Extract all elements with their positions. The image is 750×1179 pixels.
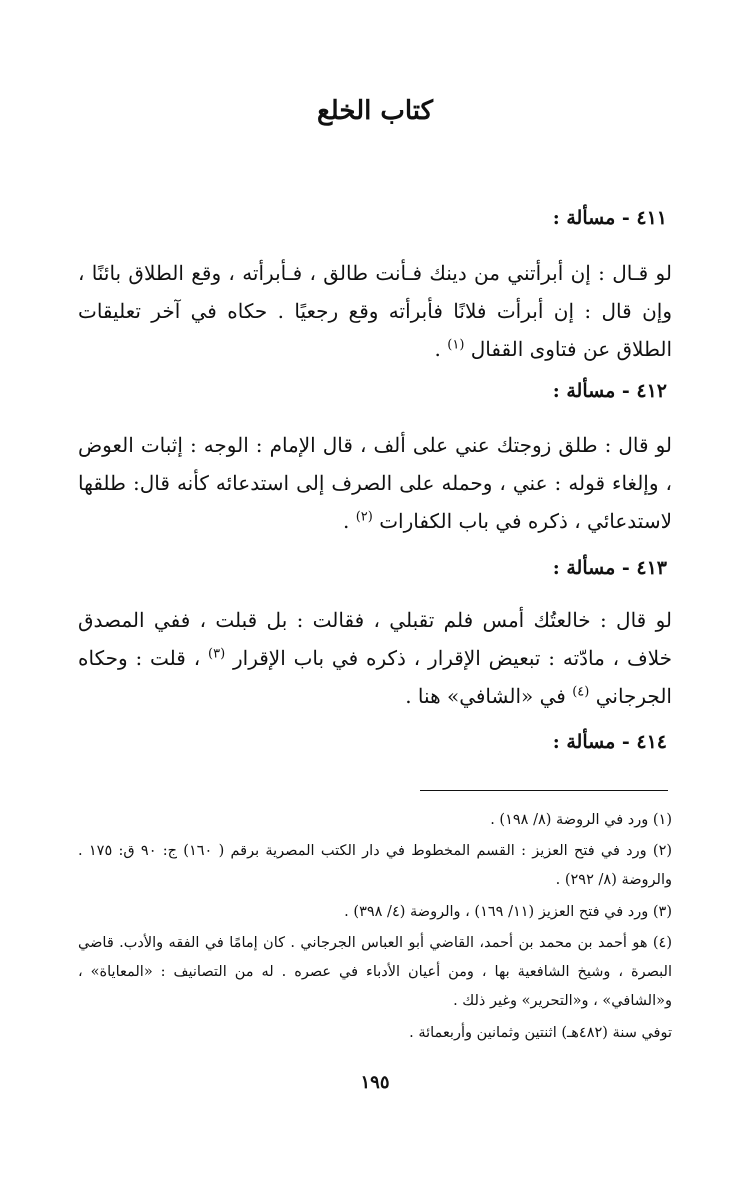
masala-heading-413: ٤١٣ - مسألة : [552,557,667,579]
masala-text-412 [78,426,672,540]
footnote-4-death: توفي سنة (٤٨٢هـ) اثنتين وثمانين وأربعمائة . [409,1025,672,1041]
masala-heading-412: ٤١٢ - مسألة : [552,380,667,402]
footnote-ref: (٢) [355,509,373,525]
masala-body: لو قال : طلق زوجتك عني على ألف ، قال الإمام : الوجه : إثبات العوض ، وإلغاء قوله : عني ، وحمله على الصرف إلى استدعائه كأنه قال: طلقها لاستدعائي ، ذكره في باب الكفارات [78,433,672,533]
masala-heading-414: ٤١٤ - مسألة : [552,731,667,753]
footnote-3: (٣) ورد في فتح العزيز (١١/ ١٦٩) ، والروضة (٤/ ٣٩٨) . [344,904,672,920]
chapter-title: كتاب الخلع [316,96,434,126]
masala-body: لو قال : خالعتُك أمس فلم تقبلي ، فقالت : بل قبلت ، ففي المصدق خلاف ، مادّته : تبعيض الإقرار ، ذكره في باب الإقرار [78,608,673,670]
footnote-divider [420,790,668,791]
footnote-ref: (٤) [572,684,590,700]
masala-body-end: في «الشافي» هنا . [405,684,573,708]
masala-body: لو قـال : إن أبرأتني من دينك فـأنت طالق ، فـأبرأته ، وقع الطلاق بائنًا ، وإن قال : إن أبرأت فلانًا فأبرأته وقع رجعيًا . حكاه في آخر تعليقات الطلاق عن فتاوى القفال [78,261,672,361]
footnote-2: (٢) ورد في فتح العزيز : القسم المخطوط في دار الكتب المصرية برقم ( ١٦٠) ج: ٩٠ ق: ١٧٥ . والروضة (٨/ ٢٩٢) . [78,843,673,888]
masala-heading-411: ٤١١ - مسألة : [552,207,667,229]
page-number: ١٩٥ [360,1072,390,1093]
sentence-end: . [434,337,448,361]
footnote-1: (١) ورد في الروضة (٨/ ١٩٨) . [490,812,672,828]
sentence-end: . [342,509,356,533]
footnote-4: (٤) هو أحمد بن محمد بن أحمد، القاضي أبو العباس الجرجاني . كان إمامًا في الفقه والأدب. قاضي البصرة ، وشيخ الشافعية بها ، ومن أعيان الأدباء في عصره . له من التصانيف : «المعاياة» ، و«الشافي» ، و«التحرير» وغير ذلك . [78,935,672,1009]
footnote-ref: (١) [447,337,465,353]
masala-body-cont: ، قلت : وحكاه الجرجاني [78,646,672,708]
masala-text-411 [78,254,672,368]
footnote-ref: (٣) [208,646,226,662]
masala-text-413 [78,601,672,715]
